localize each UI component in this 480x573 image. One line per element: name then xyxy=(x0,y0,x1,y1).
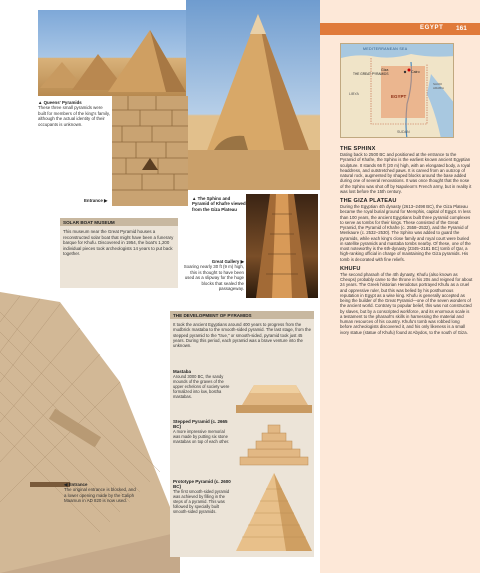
stage-title: Prototype Pyramid (c. 2600 BC) xyxy=(173,479,231,489)
caption-title: Great Gallery xyxy=(211,259,240,264)
section-khufu xyxy=(340,266,473,335)
pyramid-cutaway-illustration xyxy=(0,232,180,573)
great-gallery-caption xyxy=(180,259,244,291)
section-body: During the Egyptian 4th dynasty (2613–2498 BC), the Giza Plateau became the royal burial ground for Memphis, capital of Egypt. In less than 100 years, the ancient Egyptians built three pyramid complexes to serve as tombs for their kings. These consisted of the Great Pyramid, the Pyramid of Khafre (c. 2558–2532), and the Pyramid of Menkaure (c. 2532–2530). The Sphinx was added to guard the pyramids, while each king's close family and royal court were buried in satellite pyramids and mastaba tombs nearby. Of these, one of the most noteworthy is the 6th-dynasty (2345–2181 BC) tomb of Qar, a high-ranking official in charge of maintaining the Giza pyramids. His tomb is decorated with fine reliefs. xyxy=(340,204,471,262)
section-title: KHUFU xyxy=(340,265,361,272)
khafre-graphic xyxy=(186,0,320,190)
caption-marker: ▲ xyxy=(38,100,44,105)
caption-text: These three small pyramids were built for members of the king's family, although the actual identity of their occupants is unknown. xyxy=(38,105,111,127)
stage-title: Mastaba xyxy=(173,369,192,374)
map-graphic xyxy=(341,44,454,138)
prototype-pyramid-illustration xyxy=(234,471,314,553)
caption-marker: ◀ xyxy=(64,482,69,487)
stage-stepped xyxy=(173,419,233,444)
sphinx-photo-caption xyxy=(192,196,246,212)
queens-pyramids-photo xyxy=(38,10,186,96)
section-body: The second pharaoh of the 4th dynasty, Khufu (also known as Cheops) probably came to the throne in his 20s and reigned for about 24 years. The Greek historian Herodotus portrayed Khufu as a cruel and oppressive ruler, but this was belied by his posthumous reputation in Egypt as a wise king. Khufu is generally accepted as being the builder of the Great Pyramid—one of the seven wonders of the ancient world. Contrary to popular belief, this was not constructed by slaves, but by a conscripted workforce, and its enormous scale is a testament to the pharaoh's skills in harnessing the material and human resources of his country. Khufu's tomb was robbed long before archeologists discovered it, and his only likeness is a small ivory statue (statue of Khufu) found at Abydos, to the south of Giza. xyxy=(340,271,473,335)
blocks-graphic xyxy=(112,96,188,206)
great-gallery-photo xyxy=(246,194,318,298)
map-label-giza: Giza xyxy=(381,68,389,72)
queens-pyramids-caption xyxy=(38,100,110,127)
section-title: THE SPHINX xyxy=(340,146,376,152)
stepped-pyramid-illustration xyxy=(236,415,312,467)
map-label-sea: MEDITERRANEAN SEA xyxy=(363,47,408,51)
entrance-top-caption xyxy=(84,198,112,203)
locator-map xyxy=(340,43,454,138)
stage-prototype xyxy=(173,479,233,514)
map-label-sudan: SUDAN xyxy=(397,130,410,134)
stage-mastaba xyxy=(173,369,233,399)
pyramids-graphic xyxy=(38,10,186,96)
section-title: THE GIZA PLATEAU xyxy=(340,198,397,204)
stage-text: The first smooth-sided pyramid was achieved by filling in the steps of a pyramid. This was followed by specially built smooth-sided pyramids. xyxy=(173,489,230,514)
development-box xyxy=(170,311,314,557)
stage-text: Around 3000 BC, the sandy mounds of the graves of the upper echelons of society were formalized into low, bostha mastabas. xyxy=(173,374,230,399)
caption-title: Queens' Pyramids xyxy=(43,100,82,105)
section-giza-plateau xyxy=(340,198,473,262)
map-label-pyramids: THE GREAT PYRAMIDS xyxy=(353,72,389,76)
map-label-cairo: Cairo xyxy=(411,70,420,74)
map-label-egypt: EGYPT xyxy=(391,94,407,99)
map-label-libya: LIBYA xyxy=(349,92,359,96)
page-number: 161 xyxy=(456,25,467,32)
caption-marker: ▲ xyxy=(192,196,198,201)
sphinx-khafre-photo xyxy=(186,0,320,190)
caption-title: The Sphinx and Pyramid of Khafre viewed from the Giza Plateau xyxy=(192,196,246,212)
caption-text: The original entrance is blocked, and a lower opening made by the Caliph Maamun in AD 820 is now used. xyxy=(64,487,136,504)
caption-title: Entrance xyxy=(84,198,103,203)
cutaway-graphic xyxy=(0,232,180,573)
header-section: EGYPT xyxy=(420,25,444,31)
entrance-photo xyxy=(112,96,188,206)
caption-title: Entrance xyxy=(68,482,88,487)
development-intro: It took the ancient Egyptians around 400 years to progress from the mudbrick mastaba to the smooth-sided pyramid. The last stage, from the stepped pyramid to the "true," or smooth-sided, pyramid took just 45 years. During this period, each pyramid was a brave venture into the unknown. xyxy=(173,322,311,349)
stage-title: Stepped Pyramid (c. 2665 BC) xyxy=(173,419,228,429)
stage-text: A more impressive memorial was made by putting six stone mastabas on top of each other. xyxy=(173,429,230,444)
page-header xyxy=(320,23,480,35)
gallery-graphic xyxy=(246,194,318,298)
caption-marker: ▶ xyxy=(239,259,244,264)
solar-boat-title: SOLAR BOAT MUSEUM xyxy=(60,218,178,226)
sidebar-text xyxy=(340,146,473,335)
development-title: THE DEVELOPMENT OF PYRAMIDS xyxy=(170,311,314,319)
solar-boat-text: This museum near the Great Pyramid houses a reconstructed solar boat that might have been a funerary barque for Khufu. Discovered in 1954, the boat's 1,200 individual pieces took archeologists 14 years to put back together. xyxy=(63,229,174,256)
caption-marker: ▶ xyxy=(102,198,108,203)
map-label-saudi: SAUDI ARABIA xyxy=(433,82,445,90)
section-body: Dating back to 2500 BC and positioned at the entrance to the Pyramid of Khafre, the Sphinx is the earliest known ancient Egyptian sculpture. It stands 66 ft (20 m) high, with an elongated body, a royal headdress, and outstretched paws. It is carved from an outcrop of natural rock, augmented by shaped blocks around the base added during one of several renovations. It was once thought that the nose of the Sphinx was shot off by Napoleon's French army, but in reality it was lost before the 15th century. xyxy=(340,152,472,194)
caption-text: Soaring nearly 30 ft (9 m) high, this is thought to have been used as a slipway for the huge blocks that sealed the passageway. xyxy=(183,264,244,292)
mastaba-illustration xyxy=(236,371,312,415)
section-sphinx xyxy=(340,146,473,194)
entrance-bottom-caption xyxy=(64,482,136,504)
